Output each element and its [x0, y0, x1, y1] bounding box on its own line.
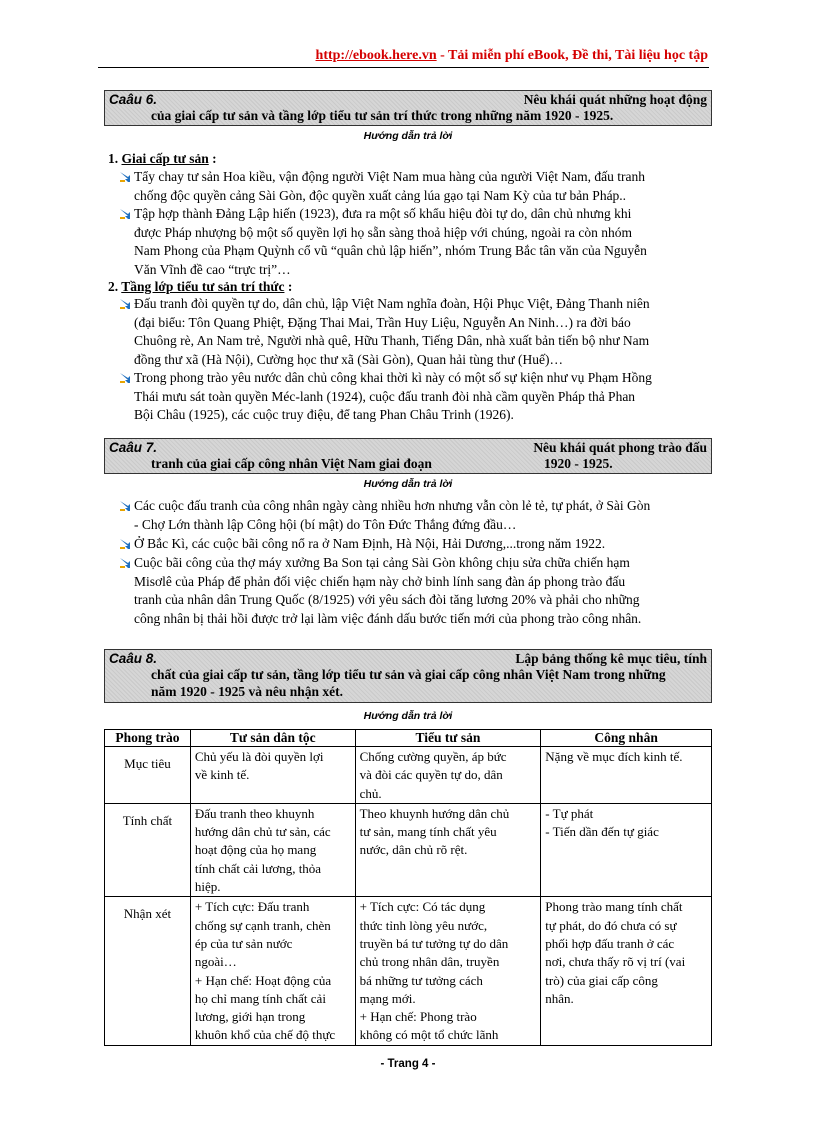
- text-line: Ở Bắc Kì, các cuộc bãi công nổ ra ở Nam Định, Hà Nội, Hải Dương,...trong năm 1922.: [134, 536, 606, 551]
- q6-bullet-3: [134, 295, 712, 369]
- cell-line: trò) của giai cấp công: [545, 972, 658, 988]
- table-cell: [541, 897, 712, 1045]
- row-label-nhan-xet: Nhận xét: [105, 897, 191, 1045]
- arrow-down-right-icon: [119, 557, 131, 569]
- table-row: [105, 747, 712, 804]
- cell-line: hoạt động của họ mang: [194, 842, 317, 858]
- cell-line: nhân.: [545, 990, 574, 1006]
- cell-line: Chủ yếu là đòi quyền lợi: [194, 749, 324, 764]
- cell-line: hướng dân chủ tư sản, các: [194, 824, 331, 840]
- cell-line: thức tỉnh lòng yêu nước,: [359, 917, 488, 933]
- question-6-box: [104, 90, 712, 126]
- text-line: Misơlê của Pháp để phản đối việc chiến hạm này chở binh lính sang đàn áp phong trào đấu: [134, 573, 626, 589]
- row-label-tinh-chat: Tính chất: [105, 803, 191, 896]
- table-header-cell: Tư sản dân tộc: [190, 730, 355, 747]
- question-8-title-right: Lập bảng thống kê mục tiêu, tính: [515, 651, 707, 666]
- cell-line: + Tích cực: Có tác dụng: [359, 899, 486, 915]
- row-label-muc-tieu: Mục tiêu: [105, 747, 191, 804]
- table-header-cell: Tiểu tư sản: [355, 730, 541, 747]
- arrow-down-right-icon: [119, 208, 131, 220]
- question-8-title-line2: chất của giai cấp tư sản, tầng lớp tiểu tư sản và giai cấp công nhân Việt Nam trong những: [151, 667, 666, 682]
- arrow-down-right-icon: [119, 538, 131, 550]
- cell-line: nước, dân chủ rõ rệt.: [359, 842, 468, 858]
- cell-line: Nặng về mục đích kinh tế.: [545, 749, 683, 764]
- cell-line: - Tiến dần đến tự giác: [545, 824, 659, 840]
- table-cell: [355, 747, 541, 804]
- cell-line: tính chất cải lương, thỏa: [194, 860, 322, 876]
- cell-line: tư sản, mang tính chất yêu: [359, 824, 497, 840]
- section-2-number: 2.: [108, 279, 122, 294]
- question-6-title-line2: của giai cấp tư sản và tầng lớp tiểu tư sản trí thức trong những năm 1920 - 1925.: [151, 108, 614, 123]
- question-7-box: [104, 438, 712, 474]
- question-7-title-years: 1920 - 1925.: [544, 456, 613, 471]
- table-cell: [541, 803, 712, 896]
- cell-line: họ chỉ mang tính chất cải: [194, 990, 326, 1006]
- q6-bullet-2: [134, 205, 712, 279]
- table-cell: [355, 897, 541, 1045]
- arrow-down-right-icon: [119, 171, 131, 183]
- text-line: Bội Châu (1925), các cuộc truy điệu, để tang Phan Châu Trinh (1926).: [134, 407, 514, 422]
- question-6-title-right: Nêu khái quát những hoạt động: [523, 92, 707, 107]
- cell-line: - Tự phát: [545, 805, 594, 821]
- table-header-cell: Công nhân: [541, 730, 712, 747]
- header-tagline: Tải miễn phí eBook, Đề thi, Tài liệu học tập: [448, 48, 708, 63]
- cell-line: Theo khuynh hướng dân chủ: [359, 805, 510, 821]
- q6-bullet-4: [134, 369, 712, 425]
- table-header-row: [105, 730, 712, 747]
- cell-line: tự phát, do đó chưa có sự: [545, 917, 677, 933]
- text-line: Chuông rè, An Nam trẻ, Người nhà quê, Hữu Thanh, Tiếng Dân, nhà xuất bản tiến bộ như Nam: [134, 333, 650, 348]
- cell-line: ngoài…: [194, 954, 237, 970]
- cell-line: về kinh tế.: [194, 767, 250, 783]
- cell-line: mạng mới.: [359, 990, 416, 1006]
- cell-line: + Tích cực: Đấu tranh: [194, 899, 310, 915]
- cell-line: chủ.: [359, 785, 382, 801]
- arrow-down-right-icon: [119, 372, 131, 384]
- table-cell: [190, 803, 355, 896]
- q7-bullet-1: [134, 497, 712, 534]
- cell-line: nơi, chưa thấy rõ vị trí (vai: [545, 954, 686, 970]
- section-1-number: 1.: [108, 151, 122, 166]
- text-line: Văn Vĩnh đề cao “trực trị”…: [134, 261, 291, 277]
- text-line: Tập hợp thành Đảng Lập hiến (1923), đưa ra một số khẩu hiệu đòi tự do, dân chủ nhưng khi: [134, 206, 632, 221]
- text-line: công nhân bị thải hồi được trở lại làm việc đánh dấu bước tiến mới của phong trào công nhân.: [134, 610, 642, 626]
- question-8-number: Caâu 8.: [109, 651, 158, 666]
- cell-line: + Hạn chế: Phong trào: [359, 1009, 477, 1025]
- text-line: đồng thư xã (Hà Nội), Cường học thư xã (Sài Gòn), Quan hải tùng thư (Huế)…: [134, 351, 563, 367]
- header-divider: [98, 67, 709, 68]
- cell-line: truyền bá tư tưởng tự do dân: [359, 935, 509, 951]
- question-7-title-line2: tranh của giai cấp công nhân Việt Nam giai đoạn: [151, 456, 432, 471]
- question-6-number: Caâu 6.: [109, 92, 158, 107]
- cell-line: chủ trong nhân dân, truyền: [359, 954, 500, 970]
- section-2-colon: :: [284, 279, 293, 294]
- header-separator: -: [436, 48, 449, 63]
- cell-line: phối hợp đấu tranh ở các: [545, 935, 675, 951]
- table-cell: [190, 747, 355, 804]
- table-cell: [190, 897, 355, 1045]
- q7-bullet-2: [134, 535, 712, 554]
- question-8-title-line3: năm 1920 - 1925 và nêu nhận xét.: [151, 684, 344, 699]
- section-2-label: Tầng lớp tiểu tư sản trí thức: [121, 279, 285, 294]
- table-row: [105, 803, 712, 896]
- text-line: Thái mưu sát toàn quyền Méc-lanh (1924), cuộc đấu tranh đòi nhà cầm quyền Pháp thả Phan: [134, 388, 636, 404]
- cell-line: ép của tư sản nước: [194, 935, 293, 951]
- text-line: Cuộc bãi công của thợ máy xưởng Ba Son tại cảng Sài Gòn không chịu sửa chữa chiến hạm: [134, 555, 630, 570]
- page-header: [110, 48, 708, 66]
- comparison-table: [104, 729, 712, 1046]
- text-line: Đấu tranh đòi quyền tự do, dân chủ, lập Việt Nam nghĩa đoàn, Hội Phục Việt, Đảng Thanh niên: [134, 296, 650, 311]
- text-line: Nam Phong của Phạm Quỳnh cổ vũ “quân chủ lập hiến”, nhóm Trung Bắc tân văn của Nguyễn: [134, 243, 647, 258]
- text-line: tranh của nhân dân Trung Quốc (8/1925) với yêu sách đòi tăng lương 20% và phải cho những: [134, 592, 640, 607]
- arrow-down-right-icon: [119, 500, 131, 512]
- table-header-cell: Phong trào: [105, 730, 191, 747]
- q7-bullet-3: [134, 554, 712, 628]
- question-7-guide: Hướng dẫn trả lời: [363, 478, 453, 490]
- header-url-link[interactable]: http://ebook.here.vn: [315, 48, 437, 63]
- table-row: [105, 897, 712, 1045]
- question-7-title-right: Nêu khái quát phong trào đấu: [533, 440, 707, 455]
- q6-bullet-1: [134, 168, 712, 205]
- cell-line: khuôn khổ của chế độ thực: [194, 1027, 336, 1043]
- cell-line: hiệp.: [194, 879, 221, 895]
- text-line: (đại biểu: Tôn Quang Phiệt, Đặng Thai Mai, Trần Huy Liệu, Nguyễn An Ninh…) ra đời báo: [134, 314, 631, 330]
- text-line: được Pháp nhượng bộ một số quyền lợi họ sẵn sàng thoả hiệp với chúng, ngoài ra còn nhóm: [134, 224, 632, 240]
- cell-line: Đấu tranh theo khuynh: [194, 805, 315, 821]
- text-line: Tẩy chay tư sản Hoa kiều, vận động người Việt Nam mua hàng của người Việt Nam, đấu tranh: [134, 169, 645, 184]
- cell-line: chống sự cạnh tranh, chèn: [194, 917, 331, 933]
- text-line: Trong phong trào yêu nước dân chủ công khai thời kì này có một số sự kiện như vụ Phạm Hồng: [134, 370, 652, 385]
- question-6-guide: Hướng dẫn trả lời: [363, 130, 453, 142]
- table-cell: [355, 803, 541, 896]
- cell-line: + Hạn chế: Hoạt động của: [194, 972, 332, 988]
- question-8-guide: Hướng dẫn trả lời: [363, 710, 453, 722]
- text-line: - Chợ Lớn thành lập Công hội (bí mật) do Tôn Đức Thắng đứng đầu…: [134, 516, 517, 532]
- section-2-title: [108, 279, 292, 295]
- cell-line: Phong trào mang tính chất: [545, 899, 683, 915]
- cell-line: lương, giới hạn trong: [194, 1009, 306, 1025]
- section-1-colon: :: [208, 151, 217, 166]
- section-1-title: [108, 151, 217, 167]
- text-line: chống độc quyền cảng Sài Gòn, độc quyền xuất cảng lúa gạo tại Nam Kỳ của tư bản Pháp..: [134, 187, 627, 203]
- arrow-down-right-icon: [119, 298, 131, 310]
- question-7-number: Caâu 7.: [109, 440, 158, 455]
- cell-line: và đòi các quyền tự do, dân: [359, 767, 503, 783]
- section-1-label: Giai cấp tư sản: [121, 151, 209, 166]
- question-8-box: [104, 649, 712, 703]
- page-number: - Trang 4 -: [380, 1058, 436, 1070]
- table-cell: [541, 747, 712, 804]
- text-line: Các cuộc đấu tranh của công nhân ngày càng nhiều hơn nhưng vẫn còn lẻ tẻ, tự phát, ở Sài Gòn: [134, 498, 651, 513]
- cell-line: bá những tư tưởng cách: [359, 972, 483, 988]
- cell-line: không có một tổ chức lãnh: [359, 1027, 499, 1043]
- cell-line: Chống cường quyền, áp bức: [359, 749, 507, 764]
